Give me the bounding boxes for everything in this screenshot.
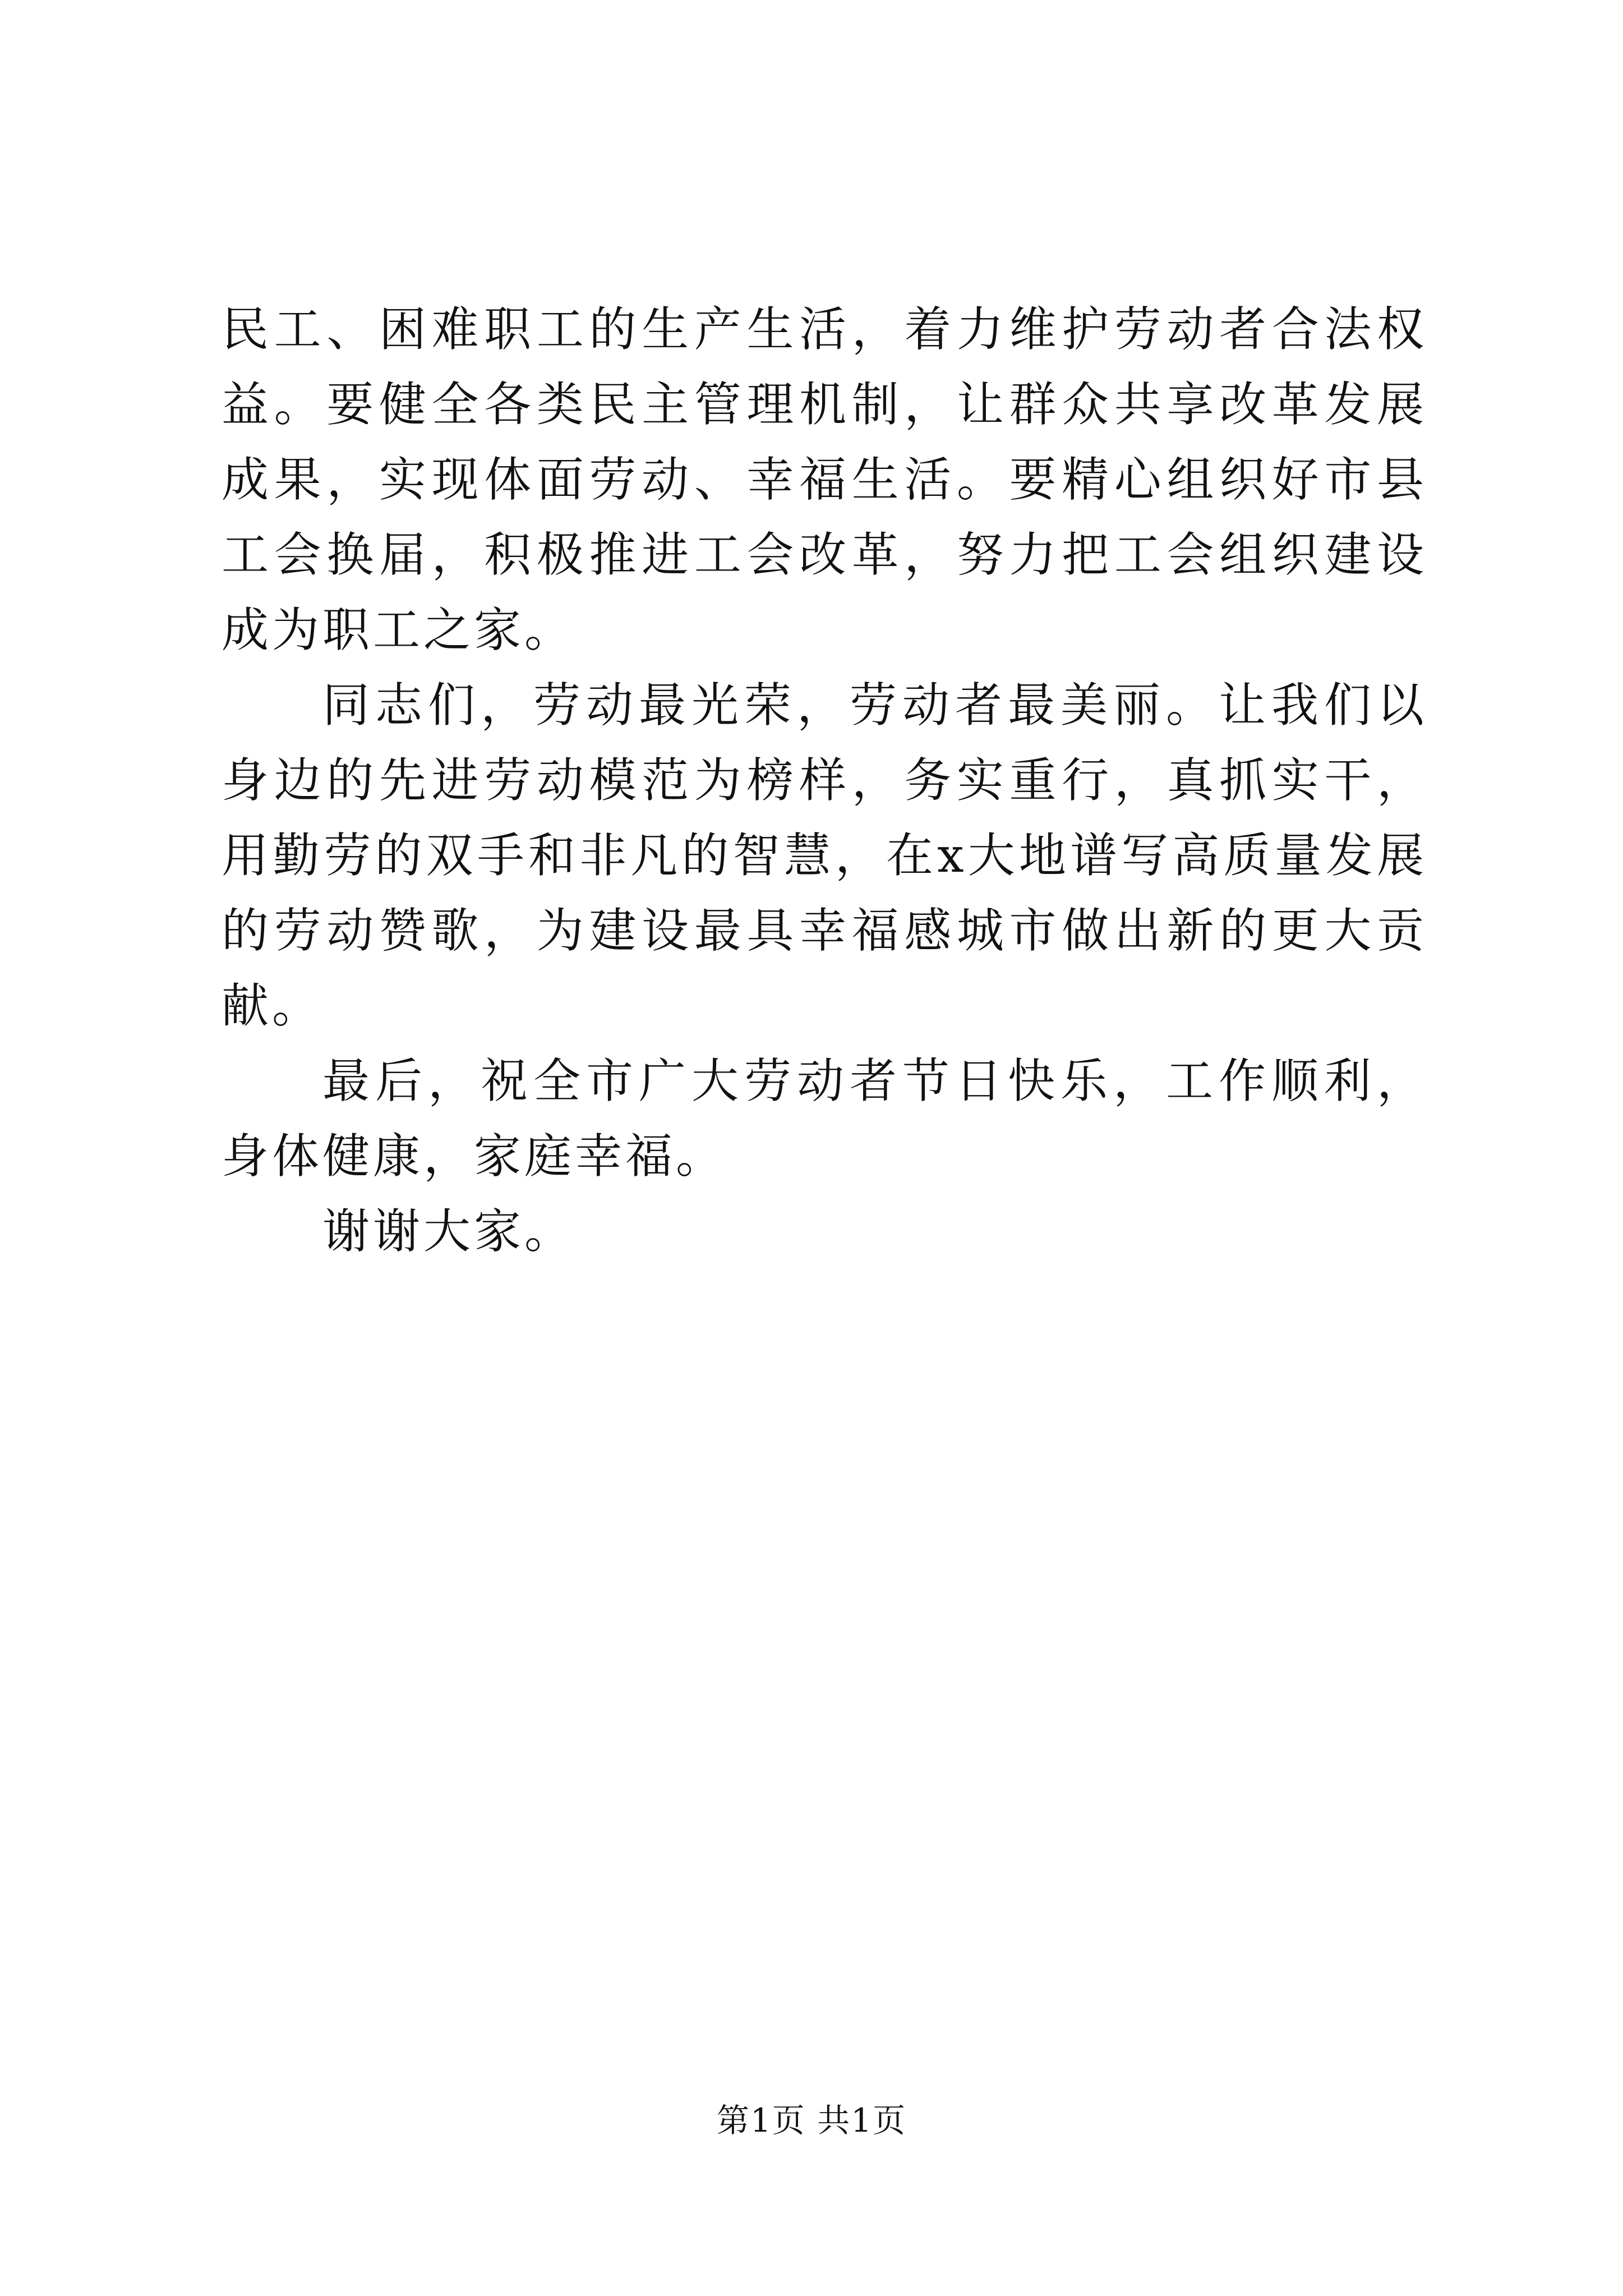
paragraph-thanks: 谢谢大家。 [322, 1204, 575, 1259]
page-footer: 第1页 共1页 [716, 2101, 907, 2139]
paragraph-continuation: 民工、困难职工的生产生活，着力维护劳动者合法权益。要健全各类民主管理机制，让群众共享改革发展成果，实现体面劳动、幸福生活。要精心组织好市县工会换届，积极推进工会改革，努力把工会组织建设成为职工之家。 [222, 302, 1427, 657]
paragraph-comrades: 同志们，劳动最光荣，劳动者最美丽。让我们以身边的先进劳动模范为榜样，务实重行，真抓实干，用勤劳的双手和非凡的智慧，在x大地谱写高质量发展的劳动赞歌，为建设最具幸福感城市做出新的更大贡献。 [222, 678, 1427, 1033]
document-body [222, 292, 1427, 1269]
paragraph-wishes: 最后，祝全市广大劳动者节日快乐，工作顺利，身体健康，家庭幸福。 [222, 1053, 1427, 1184]
